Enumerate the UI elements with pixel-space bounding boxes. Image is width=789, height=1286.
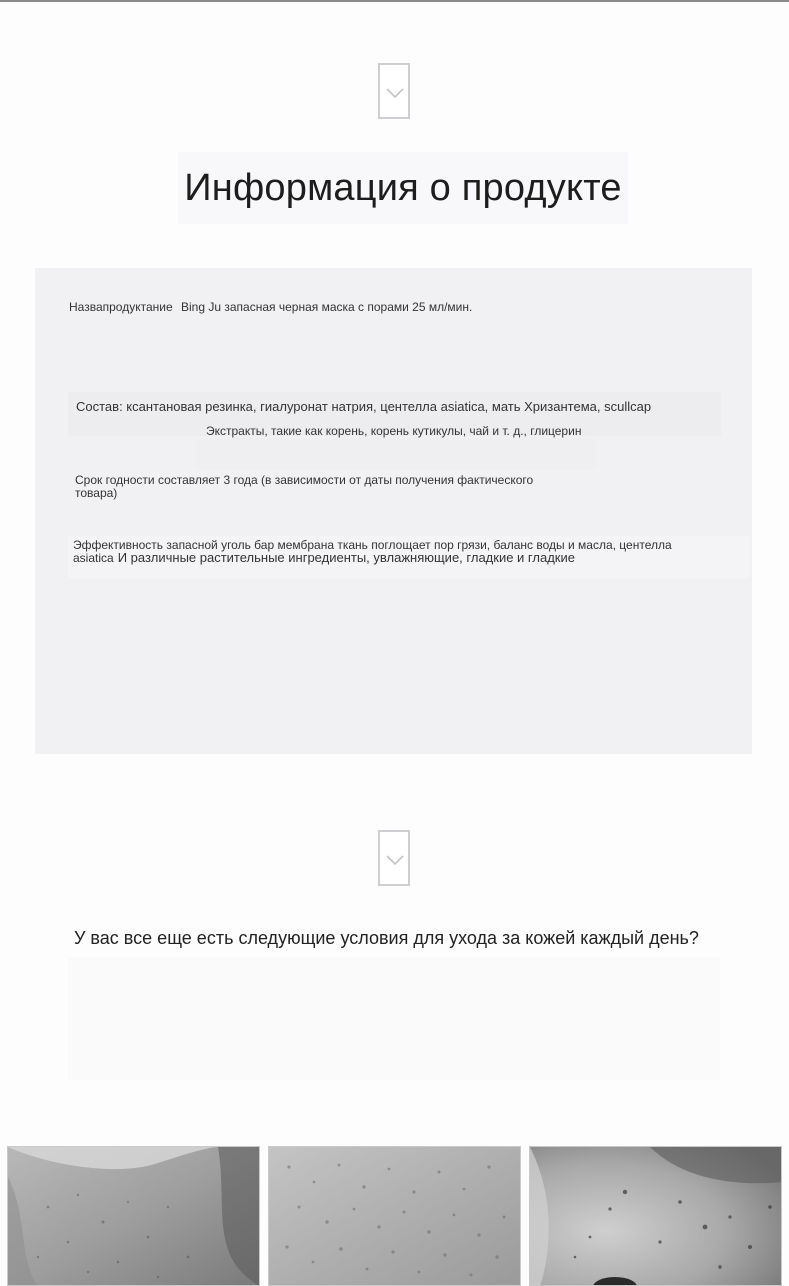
product-name-value: Bing Ju запасная черная маска с порами 25 мл/мин. [181,300,473,314]
composition-band-secondary [196,438,596,470]
skin-conditions-question: У вас все еще есть следующие условия для ухода за кожей каждый день? [74,928,699,948]
efficacy-text-line2-start: asiatica [73,551,114,565]
efficacy-text-line1: Эффективность запасной уголь бар мембрана ткань поглощает пор грязи, баланс воды и масла, центелла [73,538,672,552]
scroll-down-marker-1 [378,63,410,119]
composition-text-line1: Состав: ксантановая резинка, гиалуронат натрия, центелла asiatica, мать Хризантема, scullcap [76,399,652,414]
skin-photo-cheek-image [8,1147,260,1286]
product-name-row [69,300,472,314]
scroll-down-marker-2 [378,830,410,886]
top-divider [0,0,789,2]
product-name-label: Назвапродуктание [69,300,173,314]
chevron-down-icon [385,87,405,99]
efficacy-text-line2-rest: И различные растительные ингредиенты, увлажняющие, гладкие и гладкие [117,550,575,565]
product-info-panel [35,268,752,754]
chevron-down-icon [385,854,405,866]
composition-text-line2: Экстракты, такие как корень, корень кутикулы, чай и т. д., глицерин [206,424,582,438]
efficacy-text-line2 [73,550,575,565]
skin-photo-cheek [7,1146,260,1286]
skin-photo-pores-image [269,1147,521,1286]
question-backdrop [68,958,720,1080]
skin-photo-nose [529,1146,782,1286]
shelf-life-text: Срок годности составляет 3 года (в зависимости от даты получения фактического товара) [75,473,534,500]
skin-photo-nose-image [530,1147,782,1286]
skin-photo-pores [268,1146,521,1286]
section-title-product-info: Информация о продукте [178,152,628,224]
